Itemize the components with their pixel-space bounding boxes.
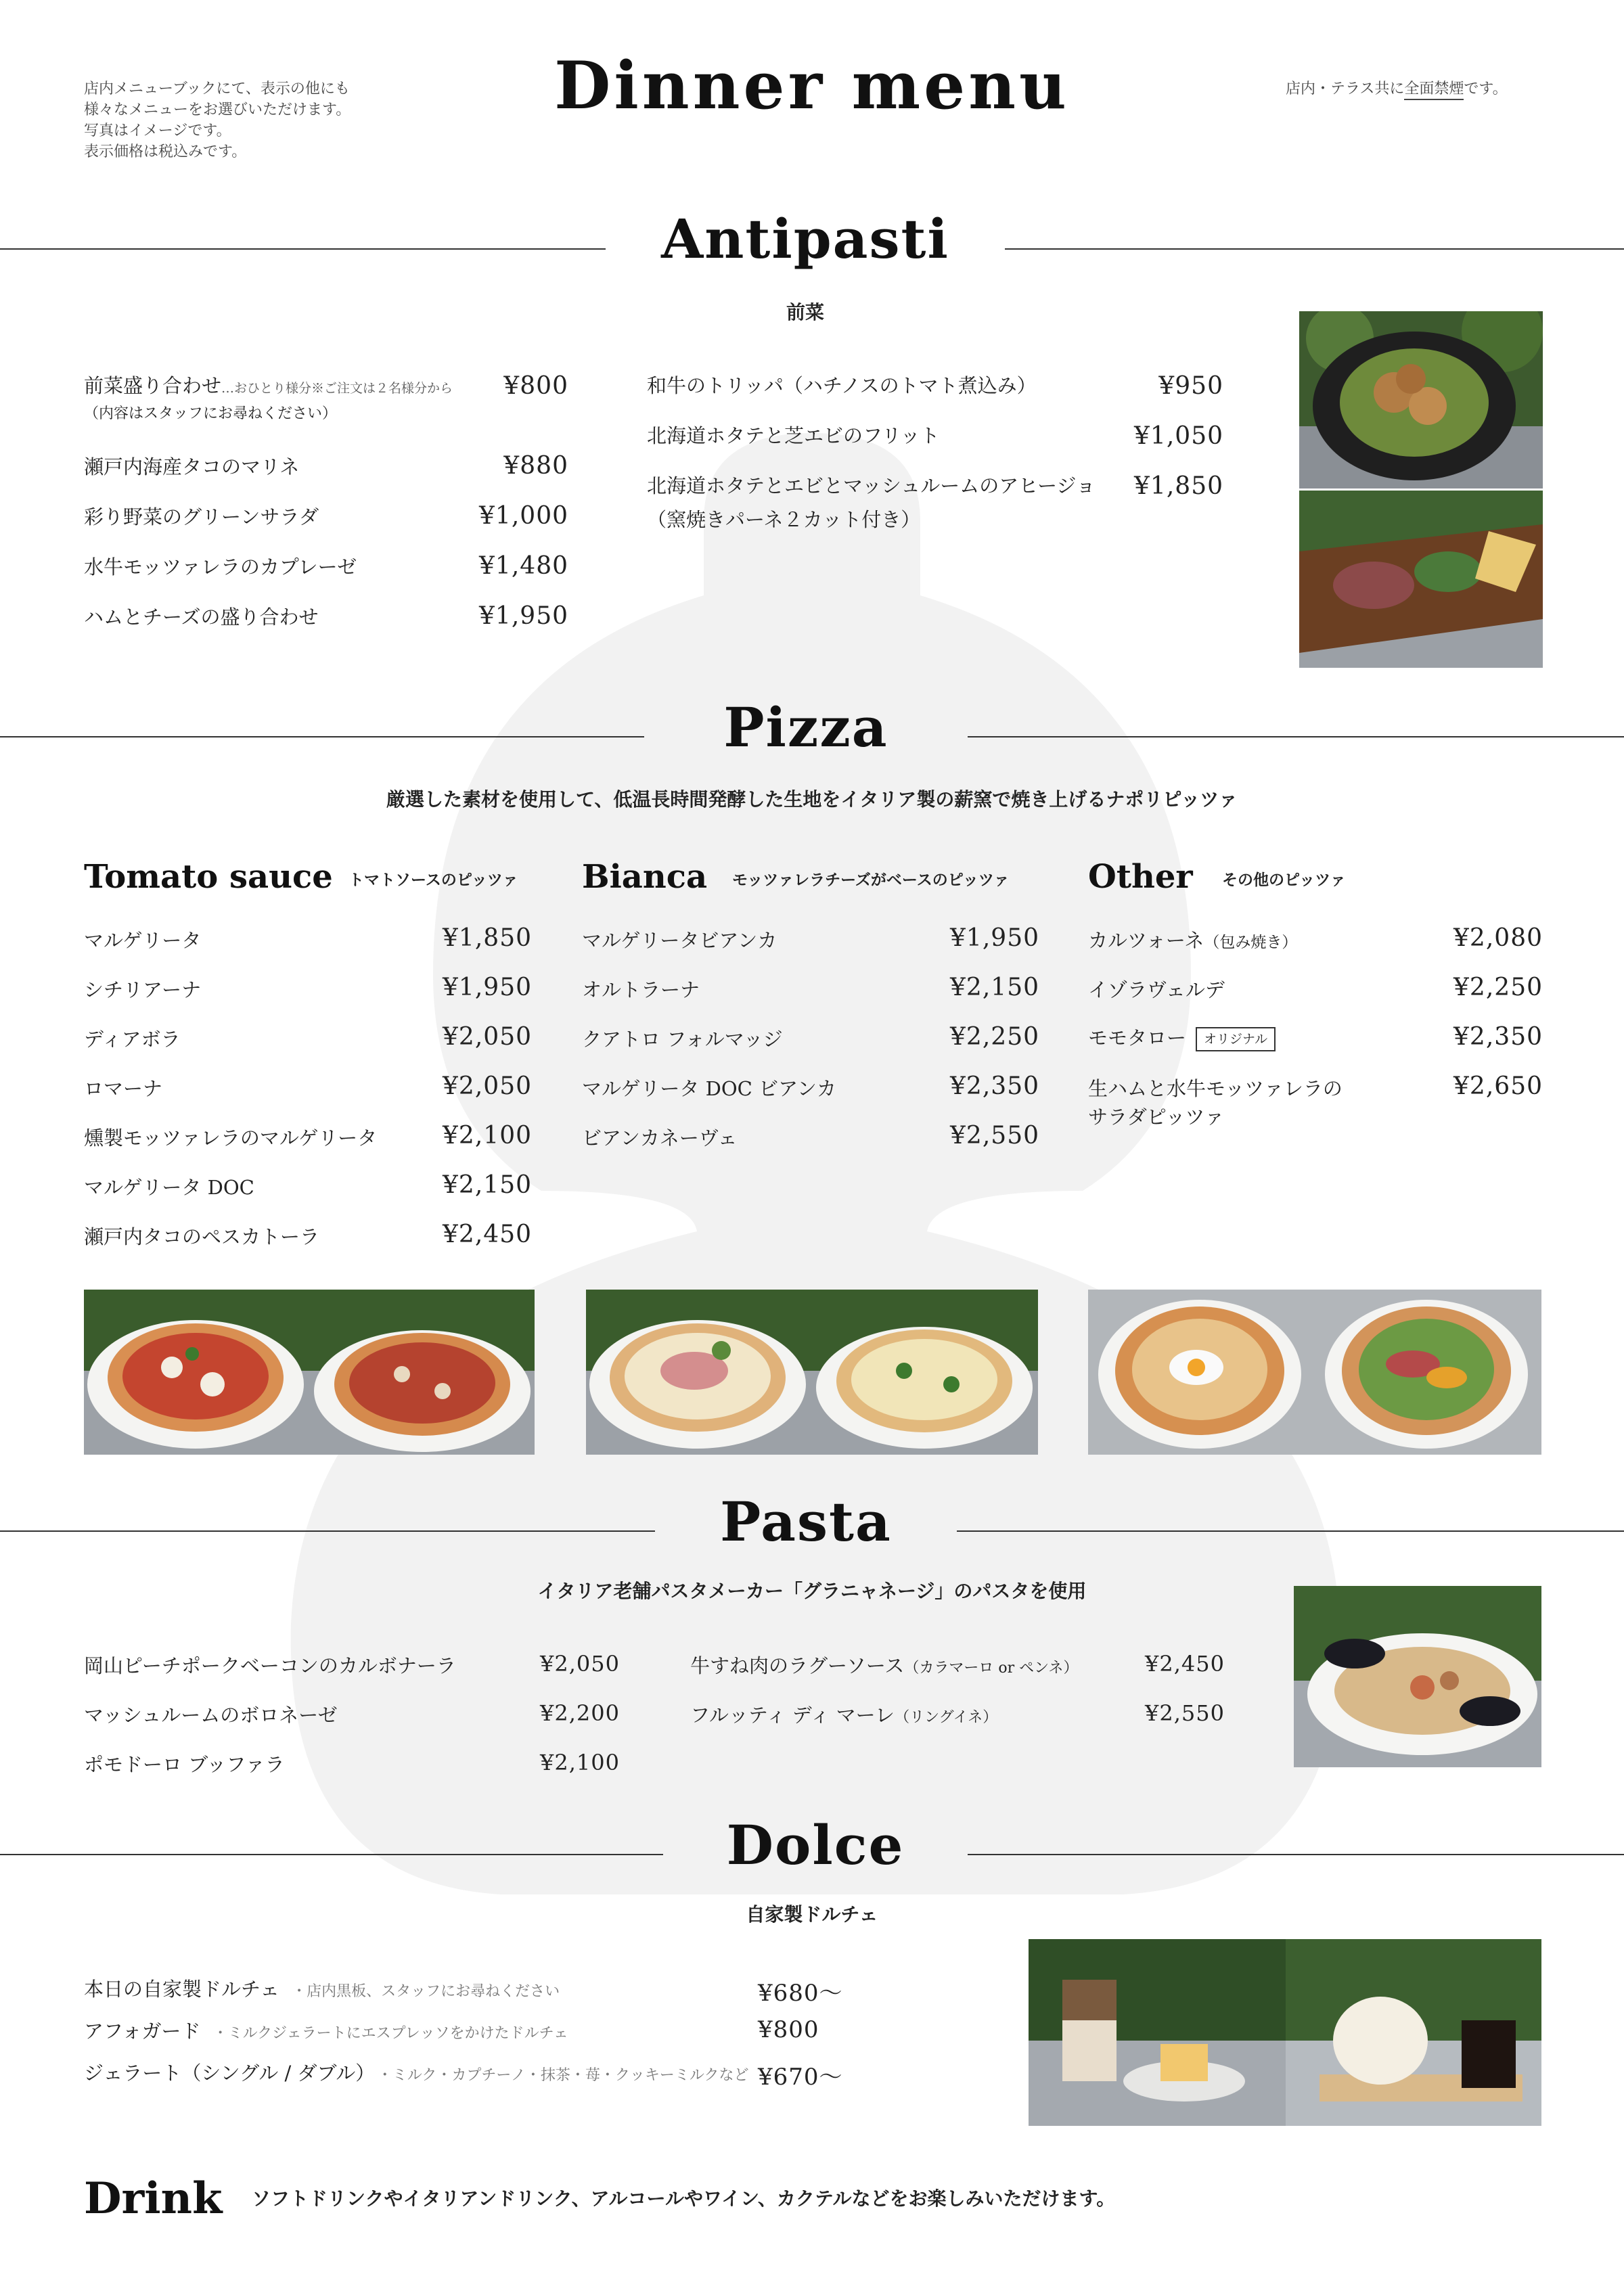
item-note: ・ミルク・カプチーノ・抹茶・苺・クッキーミルクなど <box>377 2067 749 2084</box>
item-price: ¥1,950 <box>950 924 1039 952</box>
item-note: （リングイネ） <box>895 1709 998 1726</box>
note-line: 写真はイメージです。 <box>84 122 231 139</box>
item-name: フルッティ ディ マーレ <box>690 1704 895 1727</box>
section-subtitle-pasta: イタリア老舗パスタメーカー「グラニャネージ」のパスタを使用 <box>537 1580 1087 1602</box>
note-line: 表示価格は税込みです。 <box>84 143 247 160</box>
menu-item <box>84 372 453 402</box>
item-price: ¥880 <box>503 452 568 480</box>
divider-line <box>0 248 606 250</box>
menu-item: 燻製モッツァレラのマルゲリータ <box>84 1127 378 1150</box>
menu-item <box>690 1652 1078 1682</box>
menu-item: 彩り野菜のグリーンサラダ <box>84 505 319 528</box>
divider-line <box>957 1530 1624 1532</box>
menu-item: 岡山ピーチポークベーコンのカルボナーラ <box>84 1654 456 1677</box>
menu-item: オルトラーナ <box>582 978 700 1001</box>
section-subtitle-antipasti: 前菜 <box>786 301 824 323</box>
menu-item <box>84 2018 568 2047</box>
item-price: ¥1,850 <box>443 924 532 952</box>
section-subtitle-dolce: 自家製ドルチェ <box>746 1903 878 1926</box>
menu-item: 北海道ホタテとエビとマッシュルームのアヒージョ <box>647 474 1096 497</box>
bianca-pizza-photo <box>586 1290 1038 1455</box>
divider-line <box>1005 248 1624 250</box>
item-price: ¥1,050 <box>1134 422 1223 450</box>
item-note: ・店内黒板、スタッフにお尋ねください <box>292 1983 560 2000</box>
smoking-notice <box>1286 78 1508 99</box>
item-name: ジェラート（シングル / ダブル） <box>84 2062 365 2085</box>
menu-item: マルゲリータ <box>84 929 202 952</box>
note-line: 店内メニューブックにて、表示の他にも <box>84 81 350 97</box>
note-line: 様々なメニューをお選びいただけます。 <box>84 101 351 118</box>
category-title-other: Other <box>1088 858 1193 896</box>
item-name: カルツォーネ <box>1088 929 1204 952</box>
menu-item: シチリアーナ <box>84 978 202 1001</box>
category-subtitle-tomato: トマトソースのピッツァ <box>348 871 518 889</box>
item-price: ¥1,850 <box>1134 472 1223 500</box>
item-price: ¥2,650 <box>1453 1072 1543 1100</box>
item-price: ¥2,350 <box>1453 1023 1543 1051</box>
item-price: ¥2,550 <box>950 1122 1039 1150</box>
smoking-notice-pre: 店内・テラス共に <box>1286 81 1405 97</box>
item-price: ¥2,150 <box>950 974 1039 1001</box>
smoking-notice-post: です。 <box>1464 81 1508 97</box>
menu-item: ポモドーロ ブッファラ <box>84 1753 285 1776</box>
item-price: ¥2,200 <box>540 1700 620 1726</box>
item-price: ¥800 <box>503 372 568 400</box>
divider-line <box>968 1854 1624 1855</box>
section-title-pizza: Pizza <box>723 696 888 759</box>
menu-item <box>1088 927 1297 956</box>
menu-item: マルゲリータ DOC <box>84 1176 254 1199</box>
section-title-antipasti: Antipasti <box>661 207 949 271</box>
fried-seafood-salad-photo <box>1299 311 1543 488</box>
item-price: ¥2,050 <box>443 1072 532 1100</box>
item-name: 本日の自家製ドルチェ <box>84 1978 280 2001</box>
divider-line <box>0 736 644 737</box>
item-sub: （窯焼きパーネ２カット付き） <box>647 508 921 531</box>
section-title-dolce: Dolce <box>726 1813 905 1877</box>
menu-item: 和牛のトリッパ（ハチノスのトマト煮込み） <box>647 374 1037 397</box>
item-note: …おひとり様分※ご注文は２名様分から <box>221 381 453 396</box>
item-price: ¥2,450 <box>1145 1651 1225 1677</box>
menu-item: 生ハムと水牛モッツァレラの <box>1088 1077 1343 1100</box>
menu-item: 瀬戸内海産タコのマリネ <box>84 455 300 478</box>
smoking-notice-emph: 全面禁煙 <box>1404 81 1464 100</box>
section-subtitle-pizza: 厳選した素材を使用して、低温長時間発酵した生地をイタリア製の薪窯で焼き上げるナポリピッツァ <box>386 788 1238 811</box>
menu-item: ハムとチーズの盛り合わせ <box>84 606 319 629</box>
divider-line <box>968 736 1624 737</box>
menu-item: ディアボラ <box>84 1028 181 1051</box>
item-price: ¥1,950 <box>443 974 532 1001</box>
menu-item: クアトロ フォルマッジ <box>582 1028 783 1051</box>
item-price: ¥670〜 <box>758 2064 843 2091</box>
menu-item: マッシュルームのボロネーゼ <box>84 1704 338 1727</box>
menu-item <box>690 1702 997 1731</box>
item-name: 牛すね肉のラグーソース <box>690 1654 905 1677</box>
drink-description: ソフトドリンクやイタリアンドリンク、アルコールやワイン、カクテルなどをお楽しみいただけます。 <box>252 2187 1116 2210</box>
category-subtitle-other: その他のピッツァ <box>1222 871 1346 889</box>
item-note: （包み焼き） <box>1204 934 1298 951</box>
menu-item: 水牛モッツァレラのカプレーゼ <box>84 555 357 578</box>
item-price: ¥2,080 <box>1453 924 1543 952</box>
item-price: ¥680〜 <box>758 1980 843 2007</box>
item-price: ¥1,480 <box>479 552 568 580</box>
item-price: ¥2,550 <box>1145 1700 1225 1726</box>
section-title-drink: Drink <box>84 2173 223 2224</box>
tomato-pizza-photo <box>84 1290 535 1455</box>
octopus-platter-photo <box>1299 491 1543 668</box>
menu-item: イゾラヴェルデ <box>1088 978 1225 1001</box>
menu-item: ビアンカネーヴェ <box>582 1127 738 1150</box>
item-price: ¥2,250 <box>1453 974 1543 1001</box>
divider-line <box>0 1530 655 1532</box>
category-subtitle-bianca: モッツァレラチーズがベースのピッツァ <box>732 871 1010 889</box>
menu-item <box>84 1976 560 2005</box>
section-title-pasta: Pasta <box>720 1490 892 1553</box>
menu-item <box>84 2060 748 2089</box>
item-price: ¥2,050 <box>540 1651 620 1677</box>
item-name: モモタロー <box>1088 1026 1187 1049</box>
page-title: Dinner menu <box>554 47 1070 124</box>
item-sub: サラダピッツァ <box>1088 1106 1225 1129</box>
item-price: ¥1,000 <box>479 502 568 530</box>
menu-item: ロマーナ <box>84 1077 163 1100</box>
divider-line <box>0 1854 663 1855</box>
other-pizza-photo <box>1088 1290 1541 1455</box>
item-note: ・ミルクジェラートにエスプレッソをかけたドルチェ <box>212 2025 568 2042</box>
original-badge: オリジナル <box>1196 1027 1276 1051</box>
menu-item: 北海道ホタテと芝エビのフリット <box>647 424 940 447</box>
item-name: アフォガード <box>84 2020 201 2043</box>
item-price: ¥950 <box>1158 372 1223 400</box>
dolce-photo <box>1029 1939 1541 2126</box>
item-price: ¥2,100 <box>443 1122 532 1150</box>
item-price: ¥2,350 <box>950 1072 1039 1100</box>
item-name: 前菜盛り合わせ <box>84 374 222 397</box>
menu-item: 瀬戸内タコのペスカトーラ <box>84 1225 320 1248</box>
menu-item <box>1088 1024 1276 1051</box>
category-title-bianca: Bianca <box>582 858 708 896</box>
item-price: ¥2,250 <box>950 1023 1039 1051</box>
item-price: ¥2,450 <box>443 1221 532 1248</box>
item-price: ¥2,050 <box>443 1023 532 1051</box>
header-notes-left <box>84 78 351 162</box>
item-note: （カラマーロ or ペンネ） <box>904 1660 1079 1677</box>
item-price: ¥1,950 <box>479 602 568 630</box>
item-sub: （内容はスタッフにお尋ねください） <box>84 405 338 422</box>
menu-item: マルゲリータビアンカ <box>582 929 777 952</box>
seafood-pasta-photo <box>1294 1586 1541 1767</box>
category-title-tomato: Tomato sauce <box>84 858 333 896</box>
item-price: ¥800 <box>758 2016 819 2043</box>
menu-item: マルゲリータ DOC ビアンカ <box>582 1077 836 1100</box>
item-price: ¥2,100 <box>540 1750 620 1775</box>
item-price: ¥2,150 <box>443 1171 532 1199</box>
